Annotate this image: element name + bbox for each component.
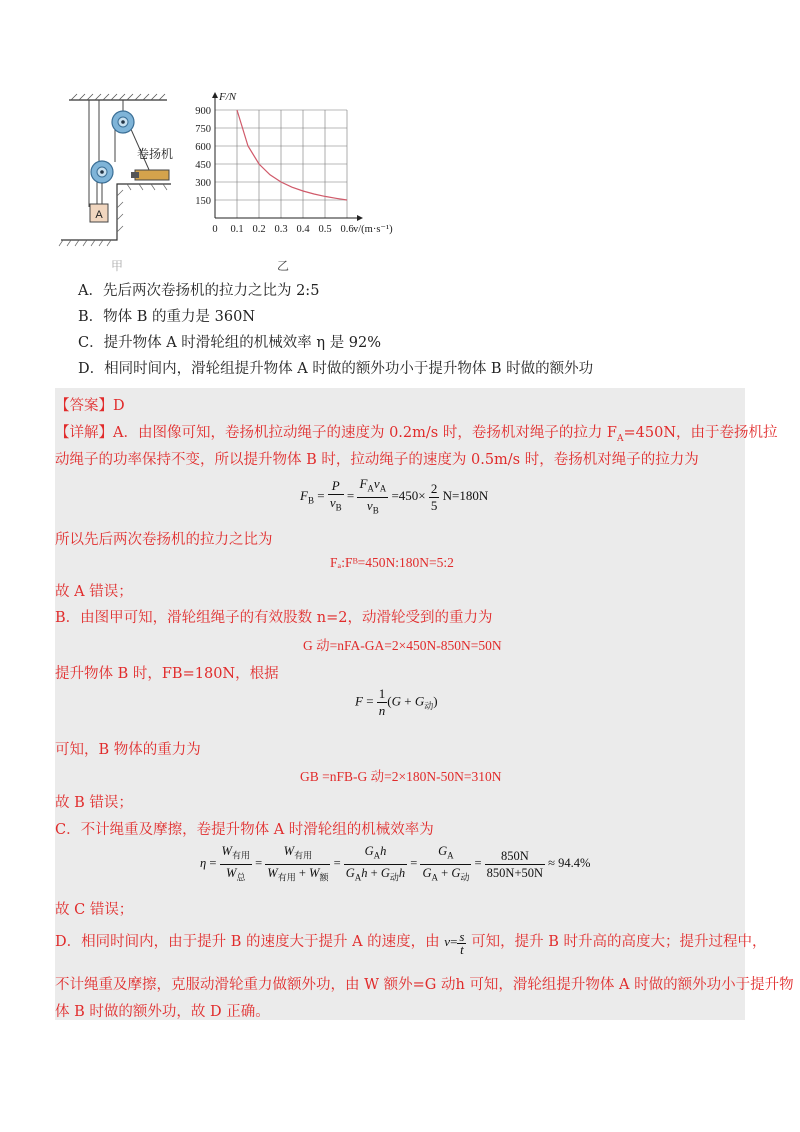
detail-line-11: D．相同时间内，由于提升 B 的速度大于提升 A 的速度，由 v= $\frac{s}{t}$ 可知，提升 B 时升高的高度大；提升过程中，	[55, 928, 767, 957]
force-velocity-chart	[195, 92, 393, 235]
y-tick-label: 450	[195, 160, 211, 171]
option-b: B．物体 B 的重力是 360N	[78, 309, 256, 325]
detail-line-6: 提升物体 B 时，FB=180N，根据	[55, 666, 279, 682]
option-a: A．先后两次卷扬机的拉力之比为 2:5	[78, 283, 320, 299]
x-tick-label: 0	[212, 224, 218, 235]
equation-efficiency: η = $\frac{W_{有用}}{W_总}$ = $\frac{W_{有用}}{W_{有用} + W_额}$ = $\frac{G_Ah}{G_Ah + G_动h}$ = $\frac{G_A}{G_A + G_动}$ = $\frac{850N}{850N+50N}$ ≈ 94.4%	[200, 844, 591, 882]
detail-line-13: 体 B 时做的额外功，故 D 正确。	[55, 1004, 270, 1020]
detail-line-9: C．不计绳重及摩擦，卷提升物体 A 时滑轮组的机械效率为	[55, 822, 434, 838]
detail-line-1: 【详解】A．由图像可知，卷扬机拉动绳子的速度为 0.2m/s 时，卷扬机对绳子的拉力 $F_A=450N$，由于卷扬机拉	[55, 425, 778, 444]
x-tick-label: 0.3	[274, 224, 288, 235]
y-tick-label: 300	[195, 178, 211, 189]
x-tick-label: 0.1	[230, 224, 244, 235]
option-d: D．相同时间内，滑轮组提升物体 A 时做的额外功小于提升物体 B 时做的额外功	[78, 361, 594, 377]
detail-line-2: 动绳子的功率保持不变，所以提升物体 B 时，拉动绳子的速度为 0.5m/s 时，卷扬机对绳子的拉力为	[55, 452, 699, 468]
y-tick-label: 150	[195, 196, 211, 207]
fixed-pulley-icon	[112, 100, 134, 133]
detail-line-5: B．由图甲可知，滑轮组绳子的有效股数 n=2，动滑轮受到的重力为	[55, 610, 493, 626]
detail-line-10: 故 C 错误；	[55, 902, 134, 918]
ground	[61, 184, 171, 240]
x-axis-arrow	[357, 215, 363, 221]
x-tick-label: 0.5	[318, 224, 332, 235]
option-c: C．提升物体 A 时滑轮组的机械效率 η 是 92%	[78, 335, 382, 351]
detail-line-12: 不计绳重及摩擦，克服动滑轮重力做额外功，由 W 额外=G 动h 可知，滑轮组提升物体 A 时做的额外功小于提升物	[55, 977, 794, 993]
y-axis-arrow	[212, 92, 218, 98]
svg-text:A: A	[95, 209, 103, 221]
ratio-equation: Fₐ:Fᴮ=450N:180N=5:2	[330, 555, 454, 570]
options	[78, 278, 593, 382]
x-tick-label: 0.2	[252, 224, 266, 235]
movable-pulley-icon	[91, 161, 113, 204]
y-axis-label: F/N	[219, 92, 237, 103]
detail-line-3: 所以先后两次卷扬机的拉力之比为	[55, 532, 273, 548]
equation-fb: $F_B$ = $\frac{P}{v_B}$ = $\frac{F_Av_A}{v_B}$ =450× $\frac{2}{5}$ N=180N	[300, 476, 489, 516]
g-dong-equation: G 动=nFA-GA=2×450N-850N=50N	[303, 638, 502, 653]
detail-line-8: 故 B 错误；	[55, 795, 133, 811]
block-a	[90, 204, 108, 222]
winch-label: 卷扬机	[137, 147, 174, 161]
force-curve	[237, 110, 347, 200]
figure	[55, 92, 415, 278]
detail-line-7: 可知，B 物体的重力为	[55, 742, 201, 758]
equation-f: F = $\frac{1}{n}$ $(G + G_动)$	[355, 686, 438, 718]
answer-line: 【答案】D	[55, 398, 125, 414]
y-tick-label: 750	[195, 124, 211, 135]
y-tick-label: 600	[195, 142, 211, 153]
label-yi: 乙	[276, 259, 290, 273]
winch-icon	[131, 170, 169, 180]
ceiling	[69, 94, 167, 100]
label-jia: 甲	[110, 259, 124, 273]
x-tick-label: 0.4	[296, 224, 310, 235]
x-tick-label: 0.6	[340, 224, 354, 235]
y-tick-label: 900	[195, 106, 211, 117]
detail-line-4: 故 A 错误；	[55, 584, 133, 600]
gb-equation: GB =nFB-G 动=2×180N-50N=310N	[300, 769, 502, 784]
answer-box	[55, 388, 794, 1020]
x-axis-label: v/(m·s⁻¹)	[353, 224, 393, 235]
